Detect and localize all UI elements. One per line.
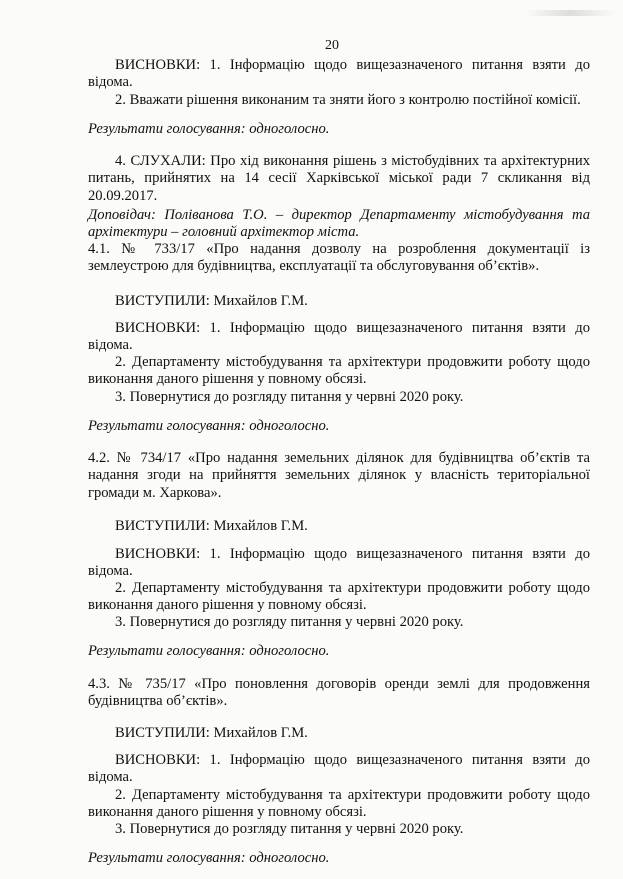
voting-result: Результати голосування: одноголосно. <box>88 643 330 659</box>
voting-result: Результати голосування: одноголосно. <box>88 418 330 434</box>
conclusion-item: 2. Департаменту містобудування та архітектури продовжити роботу щодо виконання даного рішення у повному обсязі. <box>88 787 590 821</box>
heard-paragraph: 4. СЛУХАЛИ: Про хід виконання рішень з містобудівних та архітектурних питань, прийнятих на 14 сесії Харківської міської ради 7 скликання від 20.09.2017. <box>88 153 590 204</box>
document-page <box>88 0 590 879</box>
item-4-3: 4.3. № 735/17 «Про поновлення договорів оренди землі для продовження будівництва об’єктів». <box>88 676 590 710</box>
voting-result: Результати голосування: одноголосно. <box>88 850 330 866</box>
spoke-paragraph: ВИСТУПИЛИ: Михайлов Г.М. <box>115 518 308 534</box>
conclusions-paragraph: ВИСНОВКИ: 1. Інформацію щодо вищезазначеного питання взяти до відома. <box>88 752 590 786</box>
conclusion-item: 3. Повернутися до розгляду питання у червні 2020 року. <box>115 821 464 837</box>
conclusions-paragraph: ВИСНОВКИ: 1. Інформацію щодо вищезазначеного питання взяти до відома. <box>88 320 590 354</box>
conclusion-item: 3. Повернутися до розгляду питання у червні 2020 року. <box>115 614 464 630</box>
conclusion-item: 2. Вважати рішення виконаним та зняти його з контролю постійної комісії. <box>115 92 581 108</box>
conclusions-paragraph: ВИСНОВКИ: 1. Інформацію щодо вищезазначеного питання взяти до відома. <box>88 57 590 91</box>
spoke-paragraph: ВИСТУПИЛИ: Михайлов Г.М. <box>115 293 308 309</box>
conclusion-item: 2. Департаменту містобудування та архітектури продовжити роботу щодо виконання даного рішення у повному обсязі. <box>88 354 590 388</box>
item-4-2: 4.2. № 734/17 «Про надання земельних ділянок для будівництва об’єктів та надання згоди на прийняття земельних ділянок у власність територіальної громади м. Харкова». <box>88 450 590 501</box>
conclusion-item: 2. Департаменту містобудування та архітектури продовжити роботу щодо виконання даного рішення у повному обсязі. <box>88 580 590 614</box>
conclusion-item: 3. Повернутися до розгляду питання у червні 2020 року. <box>115 389 464 405</box>
voting-result: Результати голосування: одноголосно. <box>88 121 330 137</box>
conclusions-paragraph: ВИСНОВКИ: 1. Інформацію щодо вищезазначеного питання взяти до відома. <box>88 546 590 580</box>
spoke-paragraph: ВИСТУПИЛИ: Михайлов Г.М. <box>115 725 308 741</box>
item-4-1: 4.1. № 733/17 «Про надання дозволу на розроблення документації із землеустрою для будівництва, експлуатації та обслуговування об’єктів». <box>88 241 590 275</box>
speaker-paragraph: Доповідач: Поліванова Т.О. – директор Департаменту містобудування та архітектури – головний архітектор міста. <box>88 207 590 241</box>
page-number: 20 <box>325 38 339 53</box>
